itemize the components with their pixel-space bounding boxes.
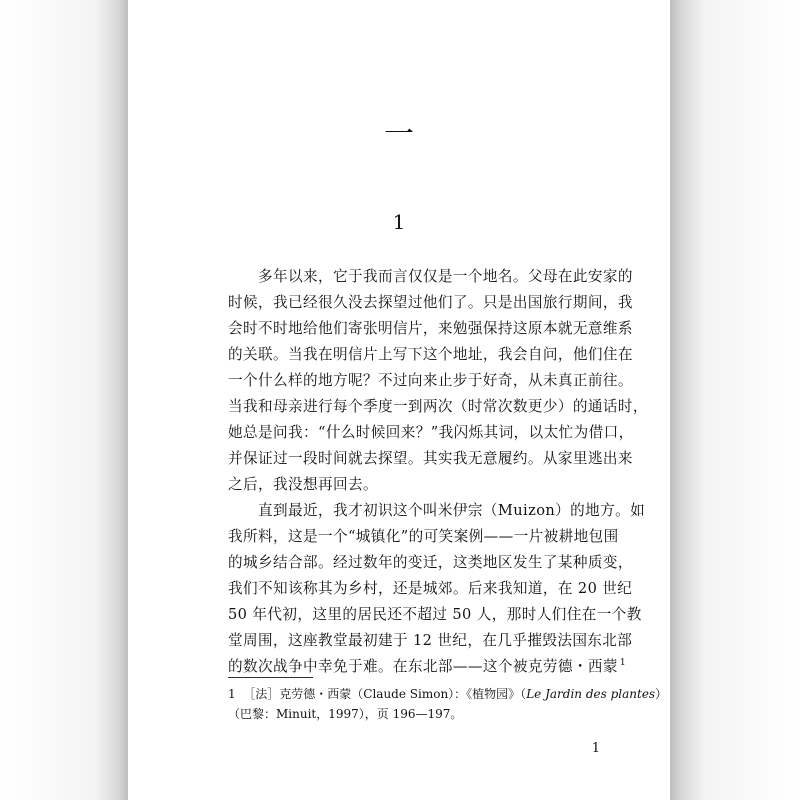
footnote-book-title: Le Jardin des plantes [526,687,656,701]
footnote-citation-suffix: ） [655,687,668,701]
paragraph-1-line: 多年以来，它于我而言仅仅是一个地名。父母在此安家的 [258,268,633,285]
paragraph-1-line: 的关联。当我在明信片上写下这个地址，我会自问，他们住在 [228,346,633,363]
paragraph-2-line: 50 年代初，这里的居民还不超过 50 人，那时人们住在一个教 [228,606,642,623]
paragraph-2-line: 的城乡结合部。经过数年的变迁，这类地区发生了某种质变， [228,554,633,571]
footnote-reference[interactable]: 1 [619,658,626,668]
paragraph-1-line: 之后，我没想再回去。 [228,476,378,493]
footnote-line-2: （巴黎：Minuit，1997），页 196—197。 [228,707,463,721]
paragraph-1-line: 时候，我已经很久没去探望过他们了。只是出国旅行期间，我 [228,294,633,311]
footnotes [228,684,668,724]
book-page [128,0,670,800]
paragraph-1-line: 并保证过一段时间就去探望。其实我无意履约。从家里逃出来 [228,450,633,467]
paragraph-2-line: 堂周围，这座教堂最初建于 12 世纪，在几乎摧毁法国东北部 [228,632,633,649]
paragraph-1-line: 一个什么样的地方呢？不过向来止步于好奇，从未真正前往。 [228,372,633,389]
page-number: 1 [591,741,600,756]
footnote-divider [228,677,313,678]
page-shadow-left [0,0,128,800]
body-text [228,264,648,680]
paragraph-2-line: 我们不知该称其为乡村，还是城郊。后来我知道，在 20 世纪 [228,580,633,597]
footnote-number: 1 [228,687,236,701]
paragraph-1-line: 当我和母亲进行每个季度一到两次（时常次数更少）的通话时， [228,398,648,415]
page-shadow-right [670,0,800,800]
paragraph-2-line: 直到最近，我才初识这个叫米伊宗（Muizon）的地方。如 [258,502,646,519]
paragraph-2-line: 我所料，这是一个“城镇化”的可笑案例——一片被耕地包围 [228,528,619,545]
paragraph-2-text: 的数次战争中幸免于难。在东北部——这个被克劳德・西蒙 [228,658,618,675]
footnote-line-1 [228,684,668,704]
chapter-title: 一 [384,117,414,152]
paragraph-1-line: 会时不时地给他们寄张明信片，来勉强保持这原本就无意维系 [228,320,633,337]
paragraph-1-line: 她总是问我：“什么时候回来？”我闪烁其词，以太忙为借口， [228,424,634,441]
section-number: 1 [392,210,406,234]
footnote-citation-prefix: ［法］克劳德・西蒙（Claude Simon）：《植物园》（ [243,687,527,701]
